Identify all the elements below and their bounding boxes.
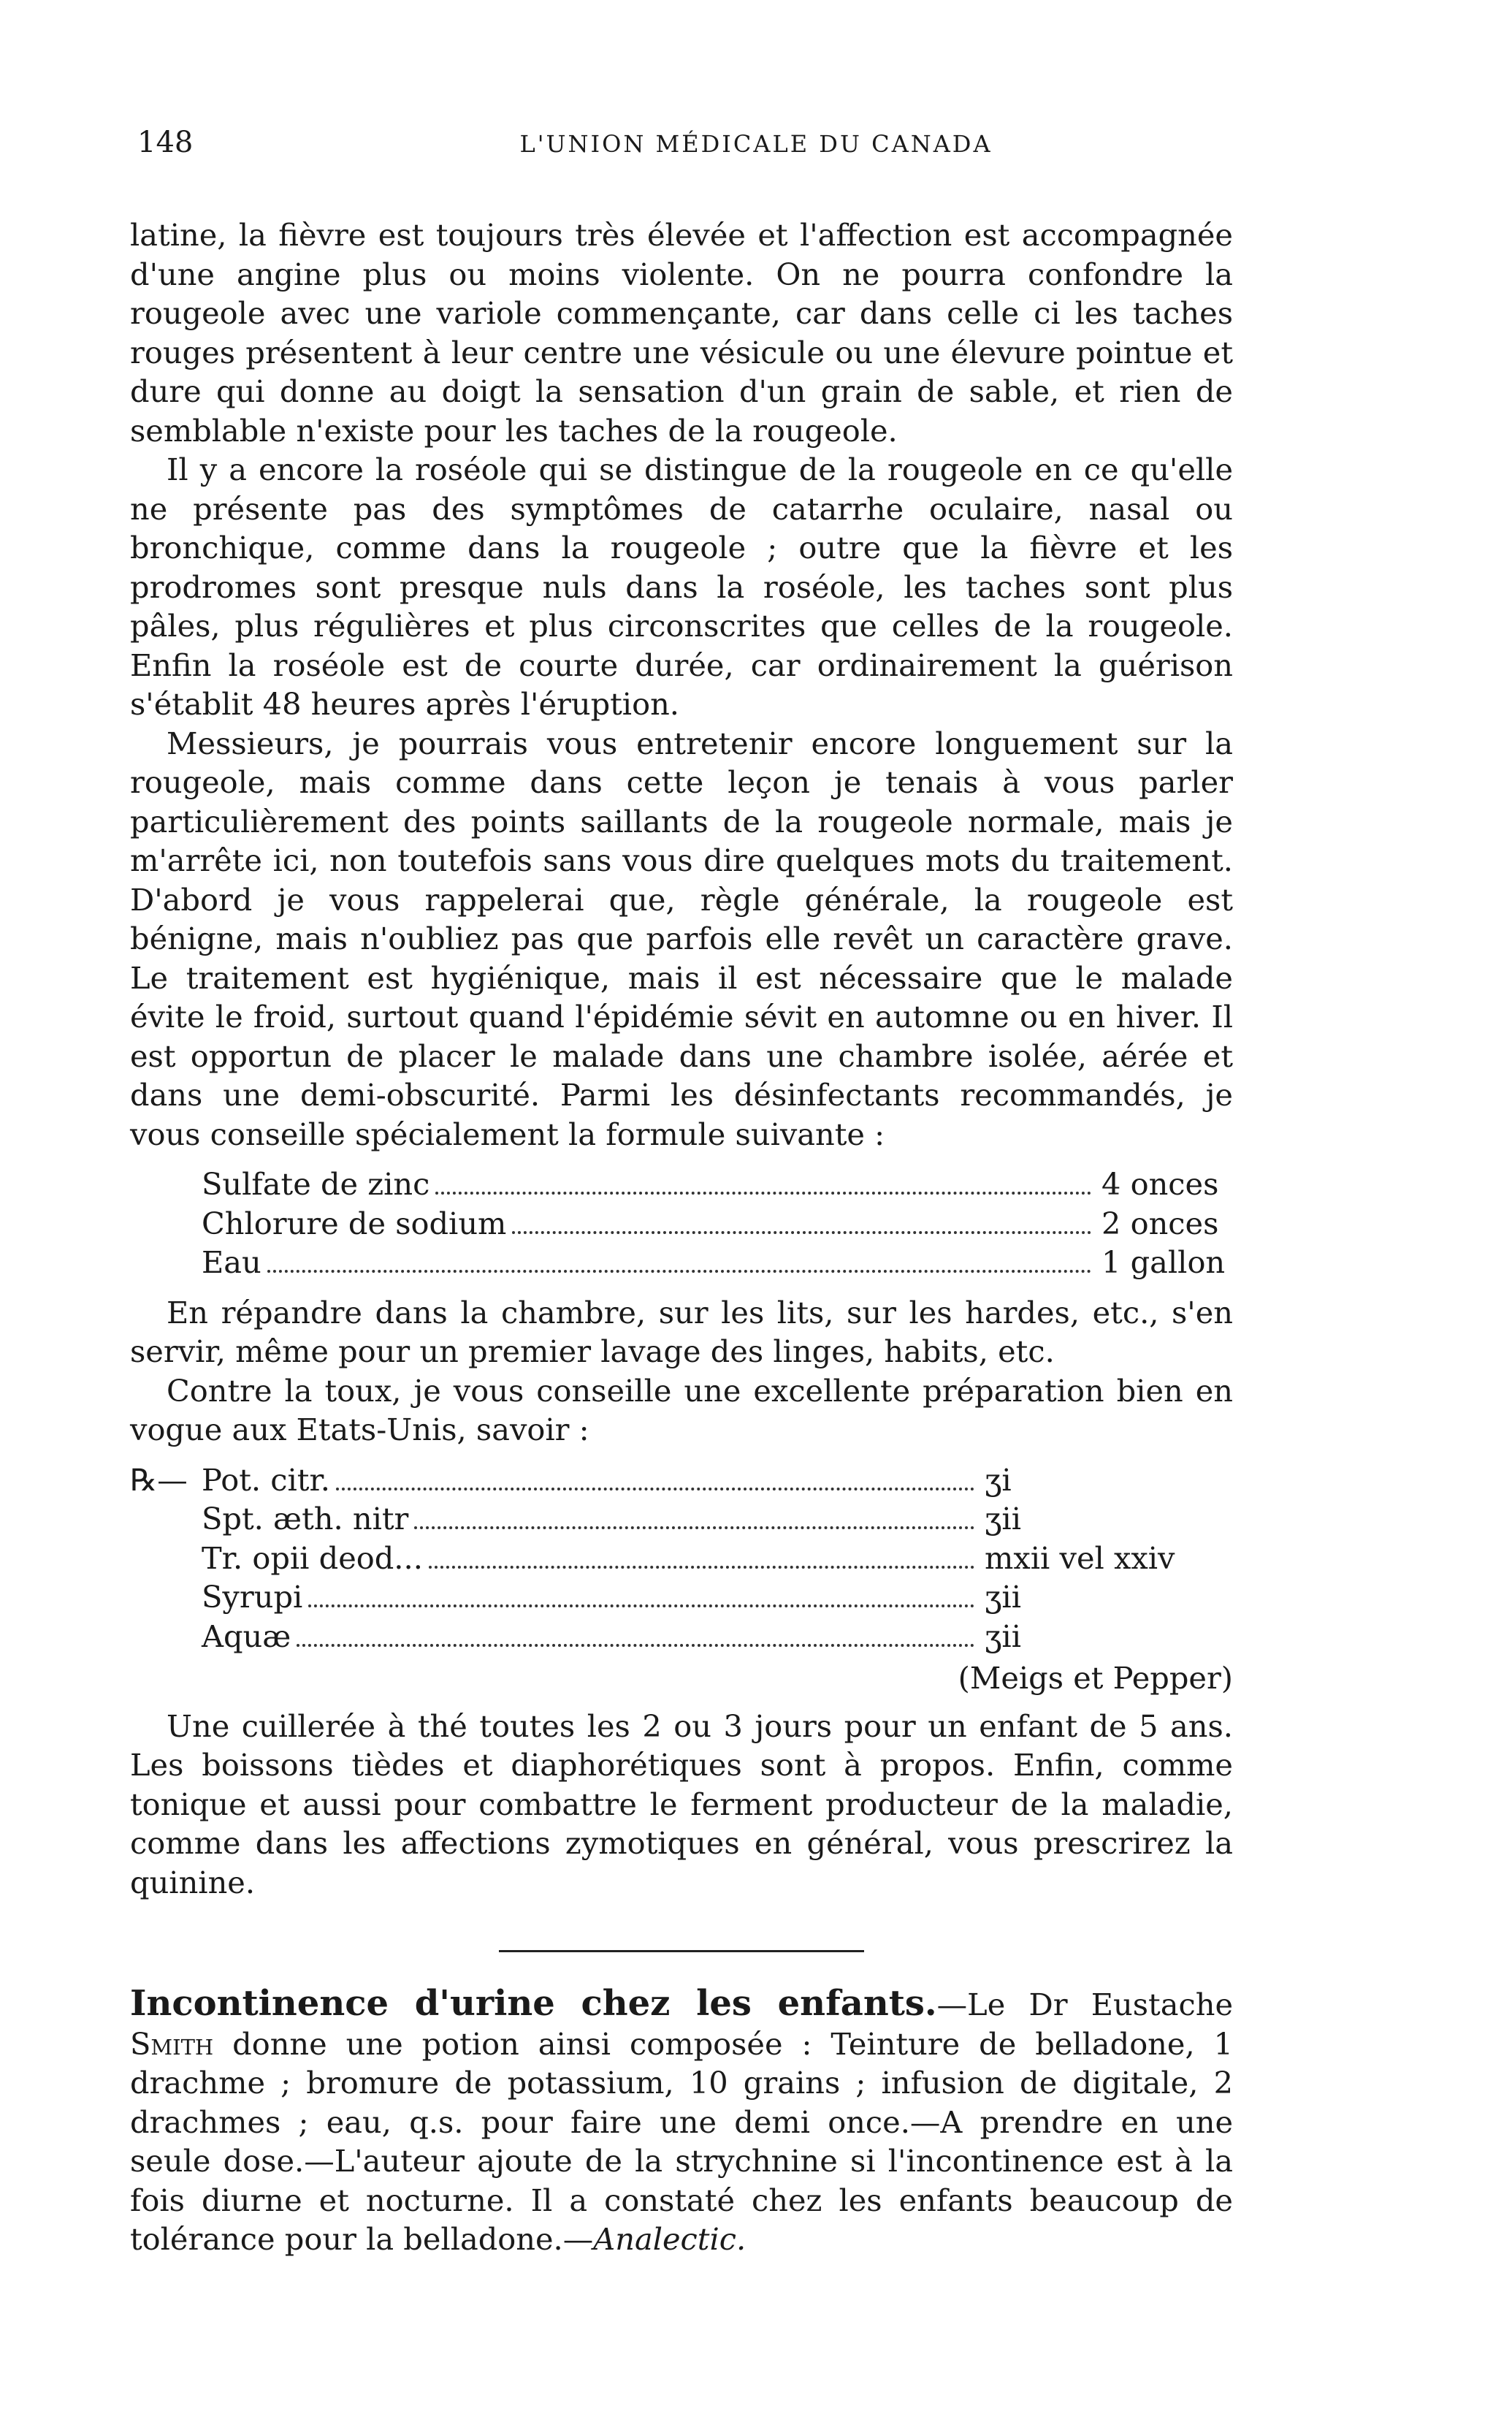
leader-dots	[414, 1526, 974, 1529]
ingredient-quantity: ʒii	[985, 1501, 1021, 1537]
formula-row	[202, 1243, 1233, 1282]
ingredient-quantity: mxii vel xxiv	[985, 1539, 1175, 1576]
paragraph: En répandre dans la chambre, sur les lits, sur les hardes, etc., s'en servir, même pour un premier lavage des linges, habits, etc.	[130, 1294, 1233, 1369]
ingredient-name: Sulfate de zinc	[202, 1166, 430, 1202]
leader-dots	[512, 1231, 1091, 1234]
ingredient-name: Eau	[202, 1244, 261, 1280]
leader-dots	[336, 1488, 974, 1490]
cough-prescription	[130, 1461, 1233, 1698]
section-divider	[499, 1950, 864, 1952]
prescription-row	[130, 1539, 1233, 1578]
ingredient-quantity: ʒii	[985, 1618, 1021, 1654]
ingredient-quantity: 2 onces	[1101, 1205, 1219, 1241]
page-body	[130, 216, 1233, 2259]
article-dash: —Le Dr Eustache	[936, 1987, 1234, 2022]
leader-dots	[297, 1644, 974, 1647]
ingredient-name: Spt. æth. nitr	[202, 1501, 409, 1537]
paragraph: Il y a encore la roséole qui se distingue de la rougeole en ce qu'elle ne présente pas des symptômes de catarrhe oculaire, nasal ou bronchique, comme dans la rougeole ; outre que la fièvre et les prodromes sont presque nuls dans la roséole, les taches sont plus pâles, plus régulières et plus circonscrites que celles de la rougeole. Enfin la roséole est de courte durée, car ordinairement la guérison s'établit 48 heures après l'éruption.	[130, 452, 1233, 722]
paragraph: Contre la toux, je vous conseille une excellente préparation bien en vogue aux Etats-Unis, savoir :	[130, 1372, 1233, 1447]
ingredient-name: Tr. opii deod...	[202, 1539, 423, 1576]
paragraph: latine, la fièvre est toujours très élevée et l'affection est accompagnée d'une angine plus ou moins violente. On ne pourra confondre la rougeole avec une variole commençante, car dans celle ci les taches rouges présentent à leur centre une vésicule ou une élevure pointue et dure qui donne au doigt la sensation d'un grain de sable, et rien de semblable n'existe pour les taches de la rougeole.	[130, 217, 1233, 449]
ingredient-quantity: ʒi	[985, 1461, 1012, 1498]
leader-dots	[429, 1566, 974, 1569]
prescription-row	[130, 1499, 1233, 1539]
page-number: 148	[137, 126, 194, 159]
prescription-row	[130, 1461, 1233, 1500]
leader-dots	[435, 1192, 1091, 1195]
ingredient-name: Pot. citr.	[202, 1461, 330, 1498]
ingredient-quantity: ʒii	[985, 1579, 1021, 1615]
article-body: donne une potion ainsi composée : Teinture de belladone, 1 drachme ; bromure de potassium, 10 grains ; infusion de digitale, 2 drachmes ; eau, q.s. pour faire une demi once.—A prendre en une seule dose.—L'auteur ajoute de la strychnine si l'incontinence est à la fois diurne et nocturne. Il a constaté chez les enfants beaucoup de tolérance pour la belladone.—	[130, 2025, 1233, 2257]
paragraph: Une cuillerée à thé toutes les 2 ou 3 jours pour un enfant de 5 ans. Les boissons tièdes et diaphorétiques sont à propos. Enfin, comme tonique et aussi pour combattre le ferment producteur de la maladie, comme dans les affections zymotiques en général, vous prescrirez la quinine.	[130, 1707, 1233, 1900]
running-title: L'UNION MÉDICALE DU CANADA	[519, 130, 993, 158]
recipe-symbol: ℞—	[130, 1461, 188, 1498]
ingredient-name: Chlorure de sodium	[202, 1205, 507, 1241]
page-header	[130, 126, 1382, 170]
leader-dots	[308, 1604, 974, 1607]
formula-row	[202, 1204, 1233, 1244]
prescription-row	[130, 1577, 1233, 1617]
formula-row	[202, 1165, 1233, 1204]
ingredient-quantity: 1 gallon	[1101, 1244, 1226, 1280]
ingredient-quantity: 4 onces	[1101, 1166, 1219, 1202]
paragraph: Messieurs, je pourrais vous entretenir encore longuement sur la rougeole, mais comme dans cette leçon je tenais à vous parler particulièrement des points saillants de la rougeole normale, mais je m'arrête ici, non toutefois sans vous dire quelques mots du traitement. D'abord je vous rappelerai que, règle générale, la rougeole est bénigne, mais n'oubliez pas que parfois elle revêt un caractère grave. Le traitement est hygiénique, mais il est nécessaire que le malade évite le froid, surtout quand l'épidémie sévit en automne ou en hiver. Il est opportun de placer le malade dans une chambre isolée, aérée et dans une demi-obscurité. Parmi les désinfectants recommandés, je vous conseille spécialement la formule suivante :	[130, 725, 1233, 1152]
prescription-row	[130, 1617, 1233, 1656]
article-source: Analectic.	[593, 2221, 747, 2257]
ingredient-name: Aquæ	[202, 1618, 291, 1654]
prescription-source: (Meigs et Pepper)	[958, 1660, 1233, 1696]
leader-dots	[267, 1270, 1091, 1273]
article-headline: Incontinence d'urine chez les enfants.	[130, 1983, 937, 2024]
article-author: Smith	[130, 2025, 214, 2062]
disinfectant-formula	[202, 1165, 1233, 1282]
article	[130, 1984, 1233, 2259]
ingredient-name: Syrupi	[202, 1579, 303, 1615]
